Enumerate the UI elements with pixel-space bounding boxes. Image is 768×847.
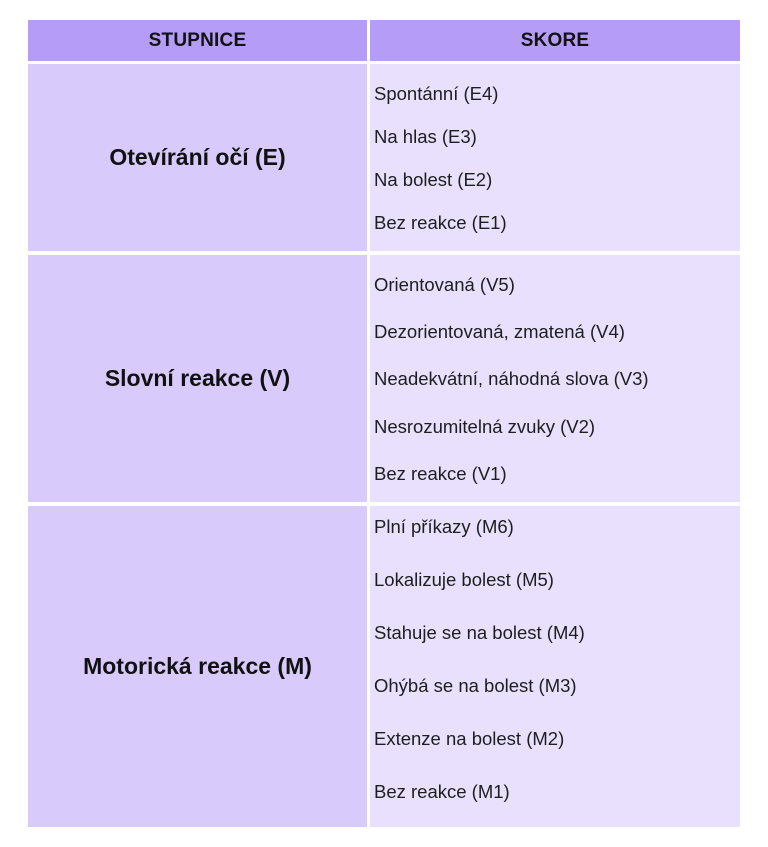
header-scale-label: STUPNICE <box>148 29 247 51</box>
score-option: Bez reakce (V1) <box>374 463 507 484</box>
score-option: Plní příkazy (M6) <box>374 516 514 537</box>
score-option: Neadekvátní, náhodná slova (V3) <box>374 368 649 389</box>
score-option: Stahuje se na bolest (M4) <box>374 622 585 643</box>
scale-label: Otevírání očí (E) <box>109 144 286 170</box>
score-option: Nesrozumitelná zvuky (V2) <box>374 416 596 437</box>
score-option: Orientovaná (V5) <box>374 274 515 295</box>
header-scale <box>28 20 367 61</box>
scale-cell-eye-opening <box>28 64 367 251</box>
score-option: Lokalizuje bolest (M5) <box>374 569 554 590</box>
score-option: Na hlas (E3) <box>374 126 477 147</box>
score-cell-eye-opening <box>370 64 740 251</box>
scale-label: Motorická reakce (M) <box>83 653 312 679</box>
scale-cell-verbal-response <box>28 255 367 502</box>
score-cell-verbal-response <box>370 255 740 502</box>
score-option: Extenze na bolest (M2) <box>374 728 565 749</box>
scale-cell-motor-response <box>28 506 367 827</box>
header-score <box>370 20 740 61</box>
score-option: Na bolest (E2) <box>374 169 493 190</box>
header-score-label: SKORE <box>520 29 590 51</box>
score-option: Spontánní (E4) <box>374 83 499 104</box>
score-option: Bez reakce (E1) <box>374 212 507 233</box>
score-cell-motor-response <box>370 506 740 827</box>
scale-label: Slovní reakce (V) <box>104 365 291 391</box>
score-option: Bez reakce (M1) <box>374 781 510 802</box>
score-option: Dezorientovaná, zmatená (V4) <box>374 321 625 342</box>
score-option: Ohýbá se na bolest (M3) <box>374 675 577 696</box>
